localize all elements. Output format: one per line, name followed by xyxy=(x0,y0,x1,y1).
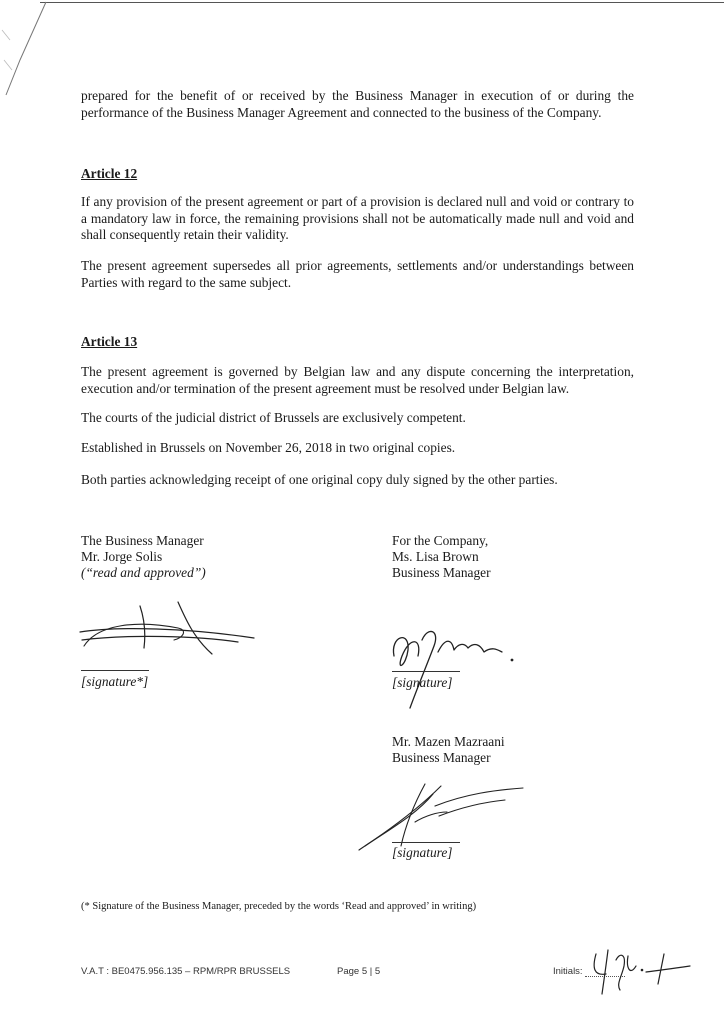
second-signature-label: [signature] xyxy=(392,845,453,860)
left-signature-label: [signature*] xyxy=(81,674,149,689)
second-signer-role: Business Manager xyxy=(392,750,491,765)
company-label: For the Company, xyxy=(392,533,489,548)
lisa-brown-signature-graphic xyxy=(388,616,528,712)
footer-vat: V.A.T : BE0475.956.135 – RPM/RPR BRUSSELS xyxy=(81,966,291,977)
second-signature-line xyxy=(392,842,460,843)
signer-name: Mr. Jorge Solis xyxy=(81,549,163,564)
article-13-paragraph-2: The courts of the judicial district of Brussels are exclusively competent. xyxy=(81,410,466,425)
page-top-edge xyxy=(40,2,724,3)
read-and-approved-note: (“read and approved”) xyxy=(81,565,206,580)
business-manager-signature-block xyxy=(81,533,206,581)
second-company-signature-block xyxy=(392,734,505,766)
article-12-paragraph-1: If any provision of the present agreement or part of a provision is declared null and void or contrary to a mandatory law in force, the remaining provisions shall not be automatically made null and void and shall consequently retain their validity. xyxy=(81,194,634,242)
footnote: (* Signature of the Business Manager, preceded by the words ‘Read and approved’ in writing) xyxy=(81,901,477,912)
jorge-solis-signature-graphic xyxy=(78,598,258,664)
signer-role: The Business Manager xyxy=(81,533,204,548)
article-13-heading: Article 13 xyxy=(81,334,138,349)
initials-graphic xyxy=(586,944,696,996)
article-13-paragraph-4: Both parties acknowledging receipt of one original copy duly signed by the other parties. xyxy=(81,472,558,487)
left-signature-line xyxy=(81,670,149,671)
continuation-paragraph: prepared for the benefit of or received by the Business Manager in execution of or during the performance of the Business Manager Agreement and connected to the business of the Company. xyxy=(81,88,634,120)
footer-page-number: Page 5 | 5 xyxy=(337,966,381,977)
article-12-heading: Article 12 xyxy=(81,166,138,181)
right-signature-label: [signature] xyxy=(392,675,453,690)
right-signature-line xyxy=(392,671,460,672)
scan-corner-mark xyxy=(0,0,60,110)
footer-initials-label: Initials: xyxy=(553,966,583,977)
second-signer-name: Mr. Mazen Mazraani xyxy=(392,734,505,749)
article-13-paragraph-1: The present agreement is governed by Belgian law and any dispute concerning the interpretation, execution and/or termination of the present agreement must be resolved under Belgian law. xyxy=(81,364,634,396)
company-signature-block xyxy=(392,533,491,581)
article-12-paragraph-2: The present agreement supersedes all prior agreements, settlements and/or understandings between Parties with regard to the same subject. xyxy=(81,258,634,290)
company-signer-name: Ms. Lisa Brown xyxy=(392,549,479,564)
company-signer-role: Business Manager xyxy=(392,565,491,580)
article-13-paragraph-3: Established in Brussels on November 26, 2018 in two original copies. xyxy=(81,440,456,455)
